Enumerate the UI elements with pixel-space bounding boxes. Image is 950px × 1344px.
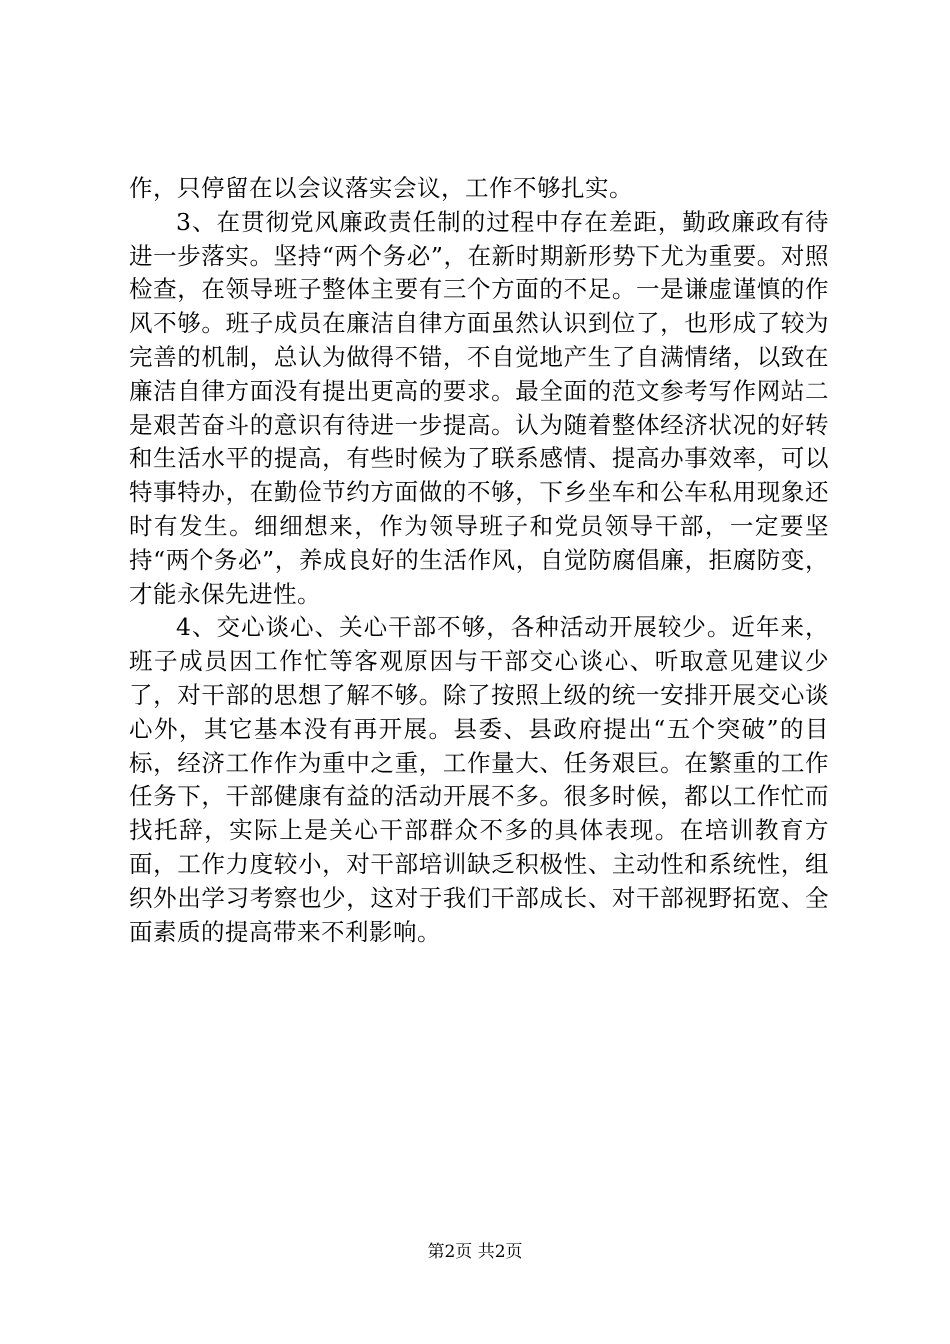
paragraph-item-4: 4、交心谈心、关心干部不够，各种活动开展较少。近年来，班子成员因工作忙等客观原因与干部交心谈心、听取意见建议少了，对干部的思想了解不够。除了按照上级的统一安排开展交心谈心外，其它基本没有再开展。县委、县政府提出“五个突破”的目标，经济工作作为重中之重，工作量大、任务艰巨。在繁重的工作任务下，干部健康有益的活动开展不多。很多时候，都以工作忙而找托辞，实际上是关心干部群众不多的具体表现。在培训教育方面，工作力度较小，对干部培训缺乏积极性、主动性和系统性，组织外出学习考察也少，这对于我们干部成长、对干部视野拓宽、全面素质的提高带来不利影响。 [129, 613, 829, 946]
document-body [129, 172, 829, 949]
paragraph-continuation: 作，只停留在以会议落实会议，工作不够扎实。 [129, 174, 633, 202]
paragraph-item-3: 3、在贯彻党风廉政责任制的过程中存在差距，勤政廉政有待进一步落实。坚持“两个务必”，在新时期新形势下尤为重要。对照检查，在领导班子整体主要有三个方面的不足。一是谦虚谨慎的作风不够。班子成员在廉洁自律方面虽然认识到位了，也形成了较为完善的机制，总认为做得不错，不自觉地产生了自满情绪，以致在廉洁自律方面没有提出更高的要求。最全面的范文参考写作网站二是艰苦奋斗的意识有待进一步提高。认为随着整体经济状况的好转和生活水平的提高，有些时候为了联系感情、提高办事效率，可以特事特办，在勤俭节约方面做的不够，下乡坐车和公车私用现象还时有发生。细细想来，作为领导班子和党员领导干部，一定要坚持“两个务必”，养成良好的生活作风，自觉防腐倡廉，拒腐防变，才能永保先进性。 [129, 207, 829, 608]
page-footer: 第2页 共2页 [427, 1242, 523, 1262]
